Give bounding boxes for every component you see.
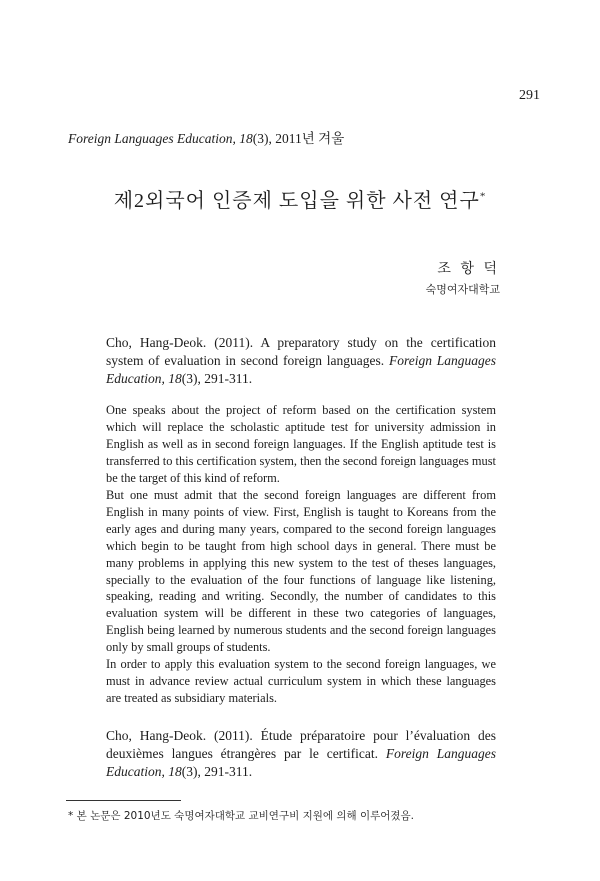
abstract-paragraph-3: In order to apply this evaluation system to the second foreign languages, we must in advance review actual curriculum system in which these languages are treated as subsidiary materials. (106, 657, 496, 706)
journal-volume: 18 (239, 131, 253, 146)
journal-name: Foreign Languages Education, (68, 131, 236, 146)
author-name: 조 항 덕 (437, 262, 500, 277)
journal-header (68, 127, 344, 147)
citation-french-volume: 18 (168, 764, 182, 779)
paper-title (0, 184, 600, 213)
abstract-paragraph-1: One speaks about the project of reform based on the certification system which will replace the scholastic aptitude test for university admission in English as well as in second foreign languages. If the English aptitude test is transferred to this certification system, then the second foreign languages must be the target of this kind of reform. (106, 403, 496, 485)
abstract-paragraph-2: But one must admit that the second foreign languages are different from English in many points of view. First, English is taught to Koreans from the early ages and during many years, compared to the second foreign languages which begin to be taught from high school days in general. There must be many problems in applying this new system to the test of theses languages, specially to the evaluation of the four functions of language like listening, speaking, reading and writing. Secondly, the number of candidates to this evaluation system will be different in these two categories of languages, English being learned by numerous students and the second foreign languages only by small groups of students. (106, 487, 496, 655)
footnote: * 본 논문은 2010년도 숙명여자대학교 교비연구비 지원에 의해 이루어졌음. (68, 810, 415, 822)
paper-title-text: 제2외국어 인증제 도입을 위한 사전 연구 (113, 190, 480, 212)
title-footnote-mark: * (479, 190, 487, 203)
citation-english-lead: Cho, Hang-Deok. (2011). A preparatory study on the certification system of evaluation in second foreign languages. (106, 335, 496, 368)
page-number: 291 (519, 88, 540, 103)
footnote-divider (66, 800, 181, 801)
journal-issue-year: (3), 2011년 겨울 (252, 131, 345, 146)
citation-english-pages: (3), 291-311. (181, 371, 253, 386)
citation-french-journal: Foreign Languages Education, (106, 746, 497, 779)
citation-english-journal: Foreign Languages Education, (106, 353, 497, 386)
author-affiliation: 숙명여자대학교 (425, 283, 500, 296)
citation-english-volume: 18 (168, 371, 182, 386)
citation-french-lead: Cho, Hang-Deok. (2011). Étude préparatoire pour l’évaluation des deuxièmes langues étrangères par le certificat. (106, 728, 496, 761)
citation-english (106, 334, 496, 388)
citation-french (106, 727, 496, 781)
abstract (106, 402, 496, 707)
citation-french-pages: (3), 291-311. (181, 764, 253, 779)
